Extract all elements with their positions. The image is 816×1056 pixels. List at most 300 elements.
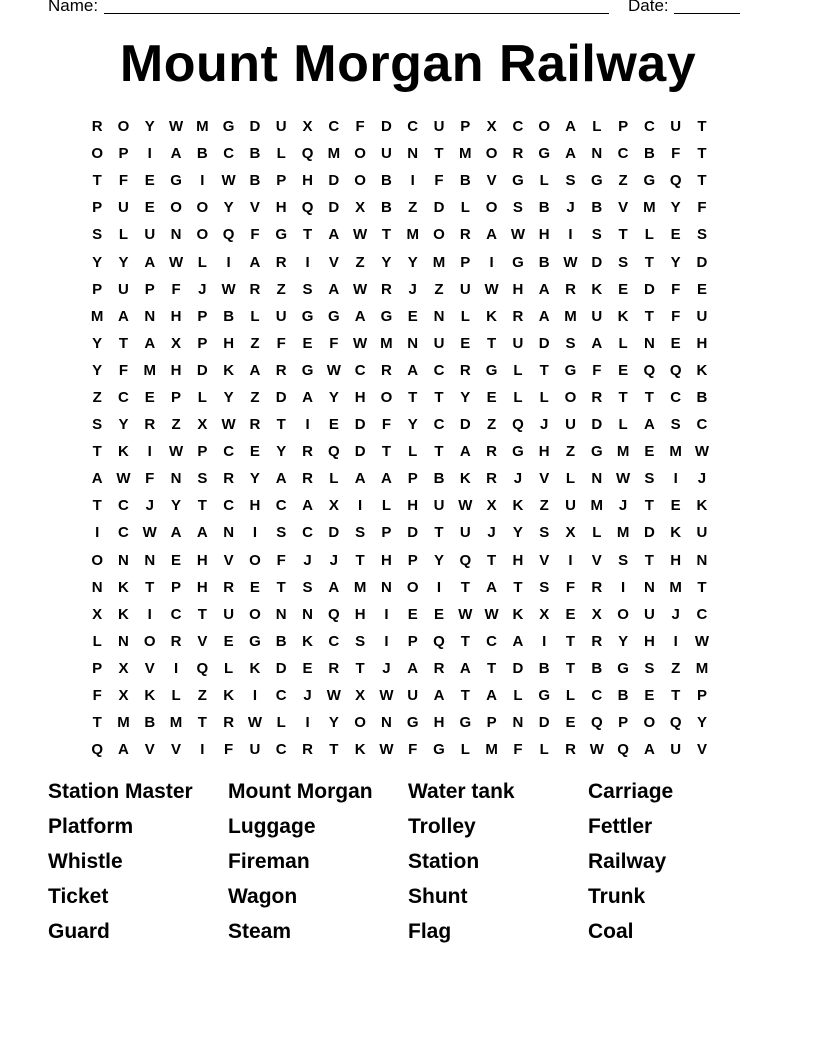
grid-letter[interactable]: M	[590, 497, 604, 515]
grid-letter[interactable]: R	[459, 226, 471, 244]
grid-letter[interactable]: T	[513, 578, 523, 596]
grid-letter[interactable]: B	[696, 388, 708, 406]
grid-letter[interactable]: I	[673, 470, 678, 488]
grid-letter[interactable]: O	[380, 388, 393, 406]
grid-letter[interactable]: G	[380, 307, 393, 325]
grid-letter[interactable]: W	[142, 524, 157, 542]
grid-letter[interactable]: W	[353, 280, 368, 298]
grid-letter[interactable]: Z	[671, 659, 681, 677]
grid-letter[interactable]: T	[644, 388, 654, 406]
grid-letter[interactable]: G	[538, 145, 551, 163]
grid-letter[interactable]: A	[380, 470, 392, 488]
grid-letter[interactable]: S	[565, 334, 576, 352]
grid-letter[interactable]: P	[92, 280, 103, 298]
grid-letter[interactable]: Q	[643, 361, 656, 379]
grid-letter[interactable]: I	[200, 741, 205, 759]
grid-letter[interactable]: N	[407, 145, 419, 163]
grid-letter[interactable]: P	[407, 551, 418, 569]
grid-letter[interactable]: T	[197, 497, 207, 515]
grid-letter[interactable]: Y	[407, 253, 418, 271]
grid-letter[interactable]: M	[327, 145, 341, 163]
grid-letter[interactable]: T	[460, 632, 470, 650]
date-line[interactable]	[674, 13, 740, 14]
grid-letter[interactable]: D	[696, 253, 708, 271]
grid-letter[interactable]: P	[460, 118, 471, 136]
grid-letter[interactable]: N	[170, 470, 182, 488]
grid-letter[interactable]: F	[250, 226, 260, 244]
grid-letter[interactable]: N	[512, 714, 524, 732]
grid-letter[interactable]: B	[275, 632, 287, 650]
grid-letter[interactable]: E	[407, 605, 418, 623]
grid-letter[interactable]: W	[458, 605, 473, 623]
grid-letter[interactable]: S	[670, 416, 681, 434]
grid-letter[interactable]: A	[591, 334, 603, 352]
grid-letter[interactable]: A	[538, 307, 550, 325]
grid-letter[interactable]: T	[145, 578, 155, 596]
grid-letter[interactable]: N	[380, 578, 392, 596]
grid-letter[interactable]: W	[168, 118, 184, 136]
grid-letter[interactable]: F	[118, 172, 129, 190]
grid-letter[interactable]: T	[697, 118, 707, 136]
grid-letter[interactable]: E	[249, 578, 260, 596]
grid-letter[interactable]: O	[485, 199, 498, 217]
grid-letter[interactable]: E	[670, 226, 681, 244]
grid-letter[interactable]: A	[459, 443, 471, 461]
grid-letter[interactable]: T	[355, 659, 365, 677]
grid-letter[interactable]: C	[643, 118, 655, 136]
grid-letter[interactable]: Y	[223, 199, 234, 217]
grid-letter[interactable]: T	[92, 714, 102, 732]
grid-letter[interactable]: H	[512, 551, 524, 569]
grid-letter[interactable]: L	[460, 307, 470, 325]
grid-letter[interactable]: A	[302, 388, 313, 406]
grid-letter[interactable]: I	[147, 443, 152, 461]
grid-letter[interactable]: F	[329, 334, 339, 352]
grid-letter[interactable]: M	[90, 307, 104, 325]
grid-letter[interactable]: N	[591, 470, 603, 488]
grid-letter[interactable]: D	[328, 199, 340, 217]
grid-letter[interactable]: P	[171, 578, 182, 596]
grid-letter[interactable]: L	[460, 741, 470, 759]
grid-letter[interactable]: Y	[670, 199, 681, 217]
grid-letter[interactable]: E	[670, 334, 681, 352]
grid-letter[interactable]: K	[118, 605, 129, 623]
grid-letter[interactable]: M	[196, 118, 209, 136]
grid-letter[interactable]: F	[671, 280, 681, 298]
grid-letter[interactable]: D	[380, 118, 392, 136]
grid-letter[interactable]: G	[301, 307, 314, 325]
grid-letter[interactable]: O	[538, 118, 551, 136]
grid-letter[interactable]: N	[433, 307, 445, 325]
grid-letter[interactable]: K	[512, 497, 524, 515]
grid-letter[interactable]: A	[196, 524, 208, 542]
grid-letter[interactable]: X	[355, 687, 366, 705]
grid-letter[interactable]: W	[353, 226, 368, 244]
grid-letter[interactable]: S	[355, 632, 366, 650]
grid-letter[interactable]: E	[670, 497, 681, 515]
grid-letter[interactable]: C	[670, 388, 682, 406]
grid-letter[interactable]: P	[460, 253, 471, 271]
grid-letter[interactable]: R	[144, 416, 156, 434]
grid-letter[interactable]: C	[328, 118, 340, 136]
grid-letter[interactable]: Y	[407, 416, 418, 434]
grid-letter[interactable]: O	[91, 145, 103, 163]
grid-letter[interactable]: J	[540, 416, 549, 434]
grid-letter[interactable]: T	[434, 145, 444, 163]
grid-letter[interactable]: N	[380, 714, 392, 732]
grid-letter[interactable]: H	[223, 334, 235, 352]
grid-letter[interactable]: K	[696, 361, 708, 379]
grid-letter[interactable]: H	[433, 714, 445, 732]
grid-letter[interactable]: R	[512, 145, 524, 163]
grid-letter[interactable]: L	[276, 714, 286, 732]
grid-letter[interactable]: Z	[250, 388, 260, 406]
grid-letter[interactable]: I	[305, 253, 310, 271]
grid-letter[interactable]: K	[118, 578, 129, 596]
grid-letter[interactable]: C	[591, 687, 603, 705]
grid-letter[interactable]: L	[592, 524, 602, 542]
grid-letter[interactable]: G	[590, 443, 603, 461]
grid-letter[interactable]: J	[487, 524, 496, 542]
grid-letter[interactable]: W	[326, 361, 341, 379]
grid-letter[interactable]: C	[696, 605, 708, 623]
grid-letter[interactable]: G	[222, 118, 235, 136]
grid-letter[interactable]: I	[226, 253, 231, 271]
grid-letter[interactable]: B	[591, 199, 603, 217]
grid-letter[interactable]: P	[144, 280, 155, 298]
grid-letter[interactable]: L	[618, 416, 628, 434]
grid-letter[interactable]: Z	[197, 687, 207, 705]
grid-letter[interactable]: L	[197, 388, 207, 406]
grid-letter[interactable]: D	[196, 361, 208, 379]
grid-letter[interactable]: P	[276, 172, 287, 190]
grid-letter[interactable]: P	[618, 118, 629, 136]
grid-letter[interactable]: I	[384, 605, 389, 623]
grid-letter[interactable]: Q	[669, 172, 682, 190]
grid-letter[interactable]: J	[145, 497, 154, 515]
grid-letter[interactable]: L	[408, 443, 418, 461]
grid-letter[interactable]: M	[353, 578, 367, 596]
grid-letter[interactable]: C	[407, 118, 419, 136]
grid-letter[interactable]: F	[565, 578, 576, 596]
grid-letter[interactable]: M	[406, 226, 419, 244]
grid-letter[interactable]: L	[539, 388, 549, 406]
grid-letter[interactable]: I	[542, 632, 547, 650]
grid-letter[interactable]: U	[144, 226, 156, 244]
grid-letter[interactable]: U	[670, 118, 682, 136]
grid-letter[interactable]: D	[591, 416, 603, 434]
grid-letter[interactable]: K	[696, 497, 708, 515]
grid-letter[interactable]: K	[512, 605, 524, 623]
grid-letter[interactable]: R	[433, 659, 445, 677]
grid-letter[interactable]: A	[249, 253, 261, 271]
grid-letter[interactable]: D	[275, 659, 287, 677]
grid-letter[interactable]: P	[171, 388, 182, 406]
grid-letter[interactable]: X	[355, 199, 366, 217]
grid-letter[interactable]: Y	[144, 118, 155, 136]
grid-letter[interactable]: S	[92, 416, 103, 434]
grid-letter[interactable]: N	[91, 578, 103, 596]
grid-letter[interactable]: Z	[539, 497, 549, 515]
grid-letter[interactable]: V	[249, 199, 260, 217]
grid-letter[interactable]: M	[117, 714, 130, 732]
grid-letter[interactable]: X	[92, 605, 103, 623]
grid-letter[interactable]: V	[591, 551, 602, 569]
grid-letter[interactable]: S	[618, 253, 629, 271]
grid-letter[interactable]: M	[143, 361, 156, 379]
grid-letter[interactable]: H	[380, 551, 392, 569]
grid-letter[interactable]: U	[591, 307, 603, 325]
grid-letter[interactable]: J	[382, 659, 391, 677]
grid-letter[interactable]: Y	[171, 497, 182, 515]
grid-letter[interactable]: W	[221, 172, 236, 190]
grid-letter[interactable]: C	[354, 361, 366, 379]
grid-letter[interactable]: W	[563, 253, 578, 271]
grid-letter[interactable]: T	[671, 687, 681, 705]
grid-letter[interactable]: T	[460, 687, 470, 705]
grid-letter[interactable]: T	[408, 388, 418, 406]
grid-letter[interactable]: H	[512, 280, 524, 298]
grid-letter[interactable]: F	[513, 741, 523, 759]
grid-letter[interactable]: P	[486, 714, 497, 732]
grid-letter[interactable]: T	[644, 551, 654, 569]
grid-letter[interactable]: A	[170, 145, 182, 163]
grid-letter[interactable]: L	[460, 199, 470, 217]
grid-letter[interactable]: R	[223, 578, 235, 596]
grid-letter[interactable]: S	[539, 578, 550, 596]
grid-letter[interactable]: L	[276, 145, 286, 163]
grid-letter[interactable]: T	[197, 714, 207, 732]
grid-letter[interactable]: R	[591, 632, 603, 650]
grid-letter[interactable]: E	[302, 659, 313, 677]
grid-letter[interactable]: N	[643, 334, 655, 352]
grid-letter[interactable]: M	[669, 578, 682, 596]
grid-letter[interactable]: Q	[196, 659, 209, 677]
grid-letter[interactable]: K	[144, 687, 156, 705]
grid-letter[interactable]: S	[644, 659, 655, 677]
grid-letter[interactable]: Q	[459, 551, 472, 569]
grid-letter[interactable]: X	[171, 334, 182, 352]
grid-letter[interactable]: V	[144, 741, 155, 759]
grid-letter[interactable]: A	[118, 307, 129, 325]
grid-letter[interactable]: R	[275, 253, 287, 271]
grid-letter[interactable]: N	[223, 524, 235, 542]
grid-letter[interactable]: C	[223, 145, 235, 163]
grid-letter[interactable]: A	[354, 470, 366, 488]
grid-letter[interactable]: E	[565, 714, 576, 732]
grid-letter[interactable]: K	[249, 659, 261, 677]
grid-letter[interactable]: G	[249, 632, 261, 650]
grid-letter[interactable]: E	[144, 388, 155, 406]
grid-letter[interactable]: N	[170, 226, 182, 244]
grid-letter[interactable]: P	[197, 334, 208, 352]
grid-letter[interactable]: S	[197, 470, 208, 488]
grid-letter[interactable]: A	[354, 307, 366, 325]
grid-letter[interactable]: A	[91, 470, 103, 488]
grid-letter[interactable]: O	[354, 172, 366, 190]
grid-letter[interactable]: O	[91, 551, 103, 569]
grid-letter[interactable]: G	[327, 307, 340, 325]
grid-letter[interactable]: R	[512, 307, 524, 325]
grid-letter[interactable]: B	[538, 659, 550, 677]
grid-letter[interactable]: A	[144, 334, 156, 352]
grid-letter[interactable]: S	[644, 470, 655, 488]
grid-letter[interactable]: Y	[249, 470, 260, 488]
grid-letter[interactable]: S	[276, 524, 287, 542]
grid-letter[interactable]: I	[410, 172, 415, 190]
grid-letter[interactable]: B	[144, 714, 156, 732]
grid-letter[interactable]: I	[489, 253, 494, 271]
grid-letter[interactable]: E	[223, 632, 234, 650]
grid-letter[interactable]: C	[170, 605, 182, 623]
grid-letter[interactable]: R	[223, 714, 235, 732]
grid-letter[interactable]: D	[328, 524, 340, 542]
grid-letter[interactable]: H	[670, 551, 682, 569]
grid-letter[interactable]: T	[487, 659, 497, 677]
grid-letter[interactable]: R	[302, 741, 313, 759]
grid-letter[interactable]: X	[591, 605, 602, 623]
grid-letter[interactable]: I	[200, 172, 205, 190]
grid-letter[interactable]: U	[118, 280, 129, 298]
grid-letter[interactable]: H	[538, 226, 550, 244]
grid-letter[interactable]: T	[565, 659, 576, 677]
grid-letter[interactable]: M	[485, 741, 498, 759]
grid-letter[interactable]: A	[144, 253, 156, 271]
grid-letter[interactable]: D	[643, 524, 655, 542]
grid-letter[interactable]: W	[221, 280, 236, 298]
grid-letter[interactable]: P	[696, 687, 707, 705]
grid-letter[interactable]: Q	[590, 714, 603, 732]
grid-letter[interactable]: R	[565, 280, 576, 298]
grid-letter[interactable]: O	[249, 551, 261, 569]
grid-letter[interactable]: J	[408, 280, 417, 298]
grid-letter[interactable]: Y	[92, 253, 103, 271]
grid-letter[interactable]: U	[118, 199, 129, 217]
grid-letter[interactable]: A	[643, 416, 655, 434]
grid-letter[interactable]: B	[196, 145, 208, 163]
grid-letter[interactable]: T	[355, 551, 365, 569]
grid-letter[interactable]: H	[275, 199, 287, 217]
grid-letter[interactable]: A	[407, 361, 419, 379]
grid-letter[interactable]: V	[144, 659, 155, 677]
grid-letter[interactable]: V	[618, 199, 629, 217]
grid-letter[interactable]: U	[696, 524, 708, 542]
grid-letter[interactable]: D	[328, 172, 340, 190]
grid-letter[interactable]: E	[302, 334, 313, 352]
grid-letter[interactable]: Y	[460, 388, 471, 406]
grid-letter[interactable]: R	[223, 470, 235, 488]
grid-letter[interactable]: Q	[617, 741, 629, 759]
grid-letter[interactable]: G	[301, 361, 314, 379]
grid-letter[interactable]: I	[436, 578, 442, 596]
grid-letter[interactable]: U	[565, 497, 576, 515]
grid-letter[interactable]: Y	[92, 334, 103, 352]
grid-letter[interactable]: R	[328, 659, 340, 677]
grid-letter[interactable]: U	[249, 741, 261, 759]
grid-letter[interactable]: T	[460, 578, 470, 596]
grid-letter[interactable]: Y	[92, 361, 103, 379]
grid-letter[interactable]: N	[643, 578, 655, 596]
grid-letter[interactable]: I	[568, 551, 573, 569]
grid-letter[interactable]: U	[459, 280, 471, 298]
grid-letter[interactable]: T	[644, 307, 654, 325]
grid-letter[interactable]: M	[380, 334, 393, 352]
grid-letter[interactable]: I	[95, 524, 100, 542]
grid-letter[interactable]: C	[617, 145, 629, 163]
grid-letter[interactable]: D	[459, 416, 471, 434]
grid-letter[interactable]: F	[276, 551, 286, 569]
grid-letter[interactable]: B	[538, 199, 550, 217]
grid-letter[interactable]: Y	[223, 388, 234, 406]
grid-letter[interactable]: J	[303, 687, 312, 705]
grid-letter[interactable]: L	[92, 632, 102, 650]
grid-letter[interactable]: Q	[301, 199, 314, 217]
grid-letter[interactable]: K	[223, 361, 235, 379]
grid-letter[interactable]: S	[539, 524, 550, 542]
grid-letter[interactable]: A	[407, 659, 419, 677]
grid-letter[interactable]: U	[459, 524, 471, 542]
grid-letter[interactable]: Q	[669, 714, 682, 732]
grid-letter[interactable]: E	[407, 307, 418, 325]
grid-letter[interactable]: M	[616, 443, 630, 461]
grid-letter[interactable]: A	[459, 659, 471, 677]
grid-letter[interactable]: W	[458, 497, 473, 515]
grid-letter[interactable]: R	[486, 443, 498, 461]
grid-letter[interactable]: Z	[355, 253, 365, 271]
grid-letter[interactable]: V	[486, 172, 497, 190]
grid-letter[interactable]: G	[275, 226, 288, 244]
grid-letter[interactable]: W	[694, 443, 710, 461]
grid-letter[interactable]: V	[539, 551, 550, 569]
grid-letter[interactable]: N	[591, 145, 603, 163]
grid-letter[interactable]: S	[512, 199, 523, 217]
grid-letter[interactable]: T	[644, 497, 654, 515]
grid-letter[interactable]: T	[697, 578, 707, 596]
grid-letter[interactable]: O	[433, 226, 445, 244]
grid-letter[interactable]: T	[644, 253, 654, 271]
grid-letter[interactable]: D	[512, 659, 524, 677]
grid-letter[interactable]: P	[92, 199, 103, 217]
grid-letter[interactable]: E	[565, 605, 576, 623]
grid-letter[interactable]: O	[354, 145, 366, 163]
grid-letter[interactable]: B	[223, 307, 235, 325]
grid-letter[interactable]: S	[565, 172, 576, 190]
grid-letter[interactable]: T	[487, 334, 497, 352]
grid-letter[interactable]: S	[355, 524, 366, 542]
grid-letter[interactable]: C	[118, 497, 129, 515]
grid-letter[interactable]: L	[644, 226, 654, 244]
grid-letter[interactable]: S	[618, 551, 629, 569]
grid-letter[interactable]: B	[249, 172, 261, 190]
grid-letter[interactable]: N	[275, 605, 287, 623]
grid-letter[interactable]: I	[568, 226, 573, 244]
grid-letter[interactable]: T	[197, 605, 207, 623]
grid-letter[interactable]: A	[302, 497, 313, 515]
grid-letter[interactable]: S	[302, 280, 313, 298]
grid-letter[interactable]: Q	[91, 741, 103, 759]
grid-letter[interactable]: L	[513, 388, 523, 406]
grid-letter[interactable]: K	[354, 741, 366, 759]
grid-letter[interactable]: Z	[618, 172, 628, 190]
grid-letter[interactable]: K	[118, 443, 129, 461]
grid-letter[interactable]: G	[512, 172, 524, 190]
grid-letter[interactable]: U	[565, 416, 576, 434]
grid-letter[interactable]: D	[275, 388, 287, 406]
grid-letter[interactable]: I	[147, 605, 152, 623]
grid-letter[interactable]: Z	[408, 199, 418, 217]
grid-letter[interactable]: J	[671, 605, 680, 623]
grid-letter[interactable]: E	[486, 388, 497, 406]
